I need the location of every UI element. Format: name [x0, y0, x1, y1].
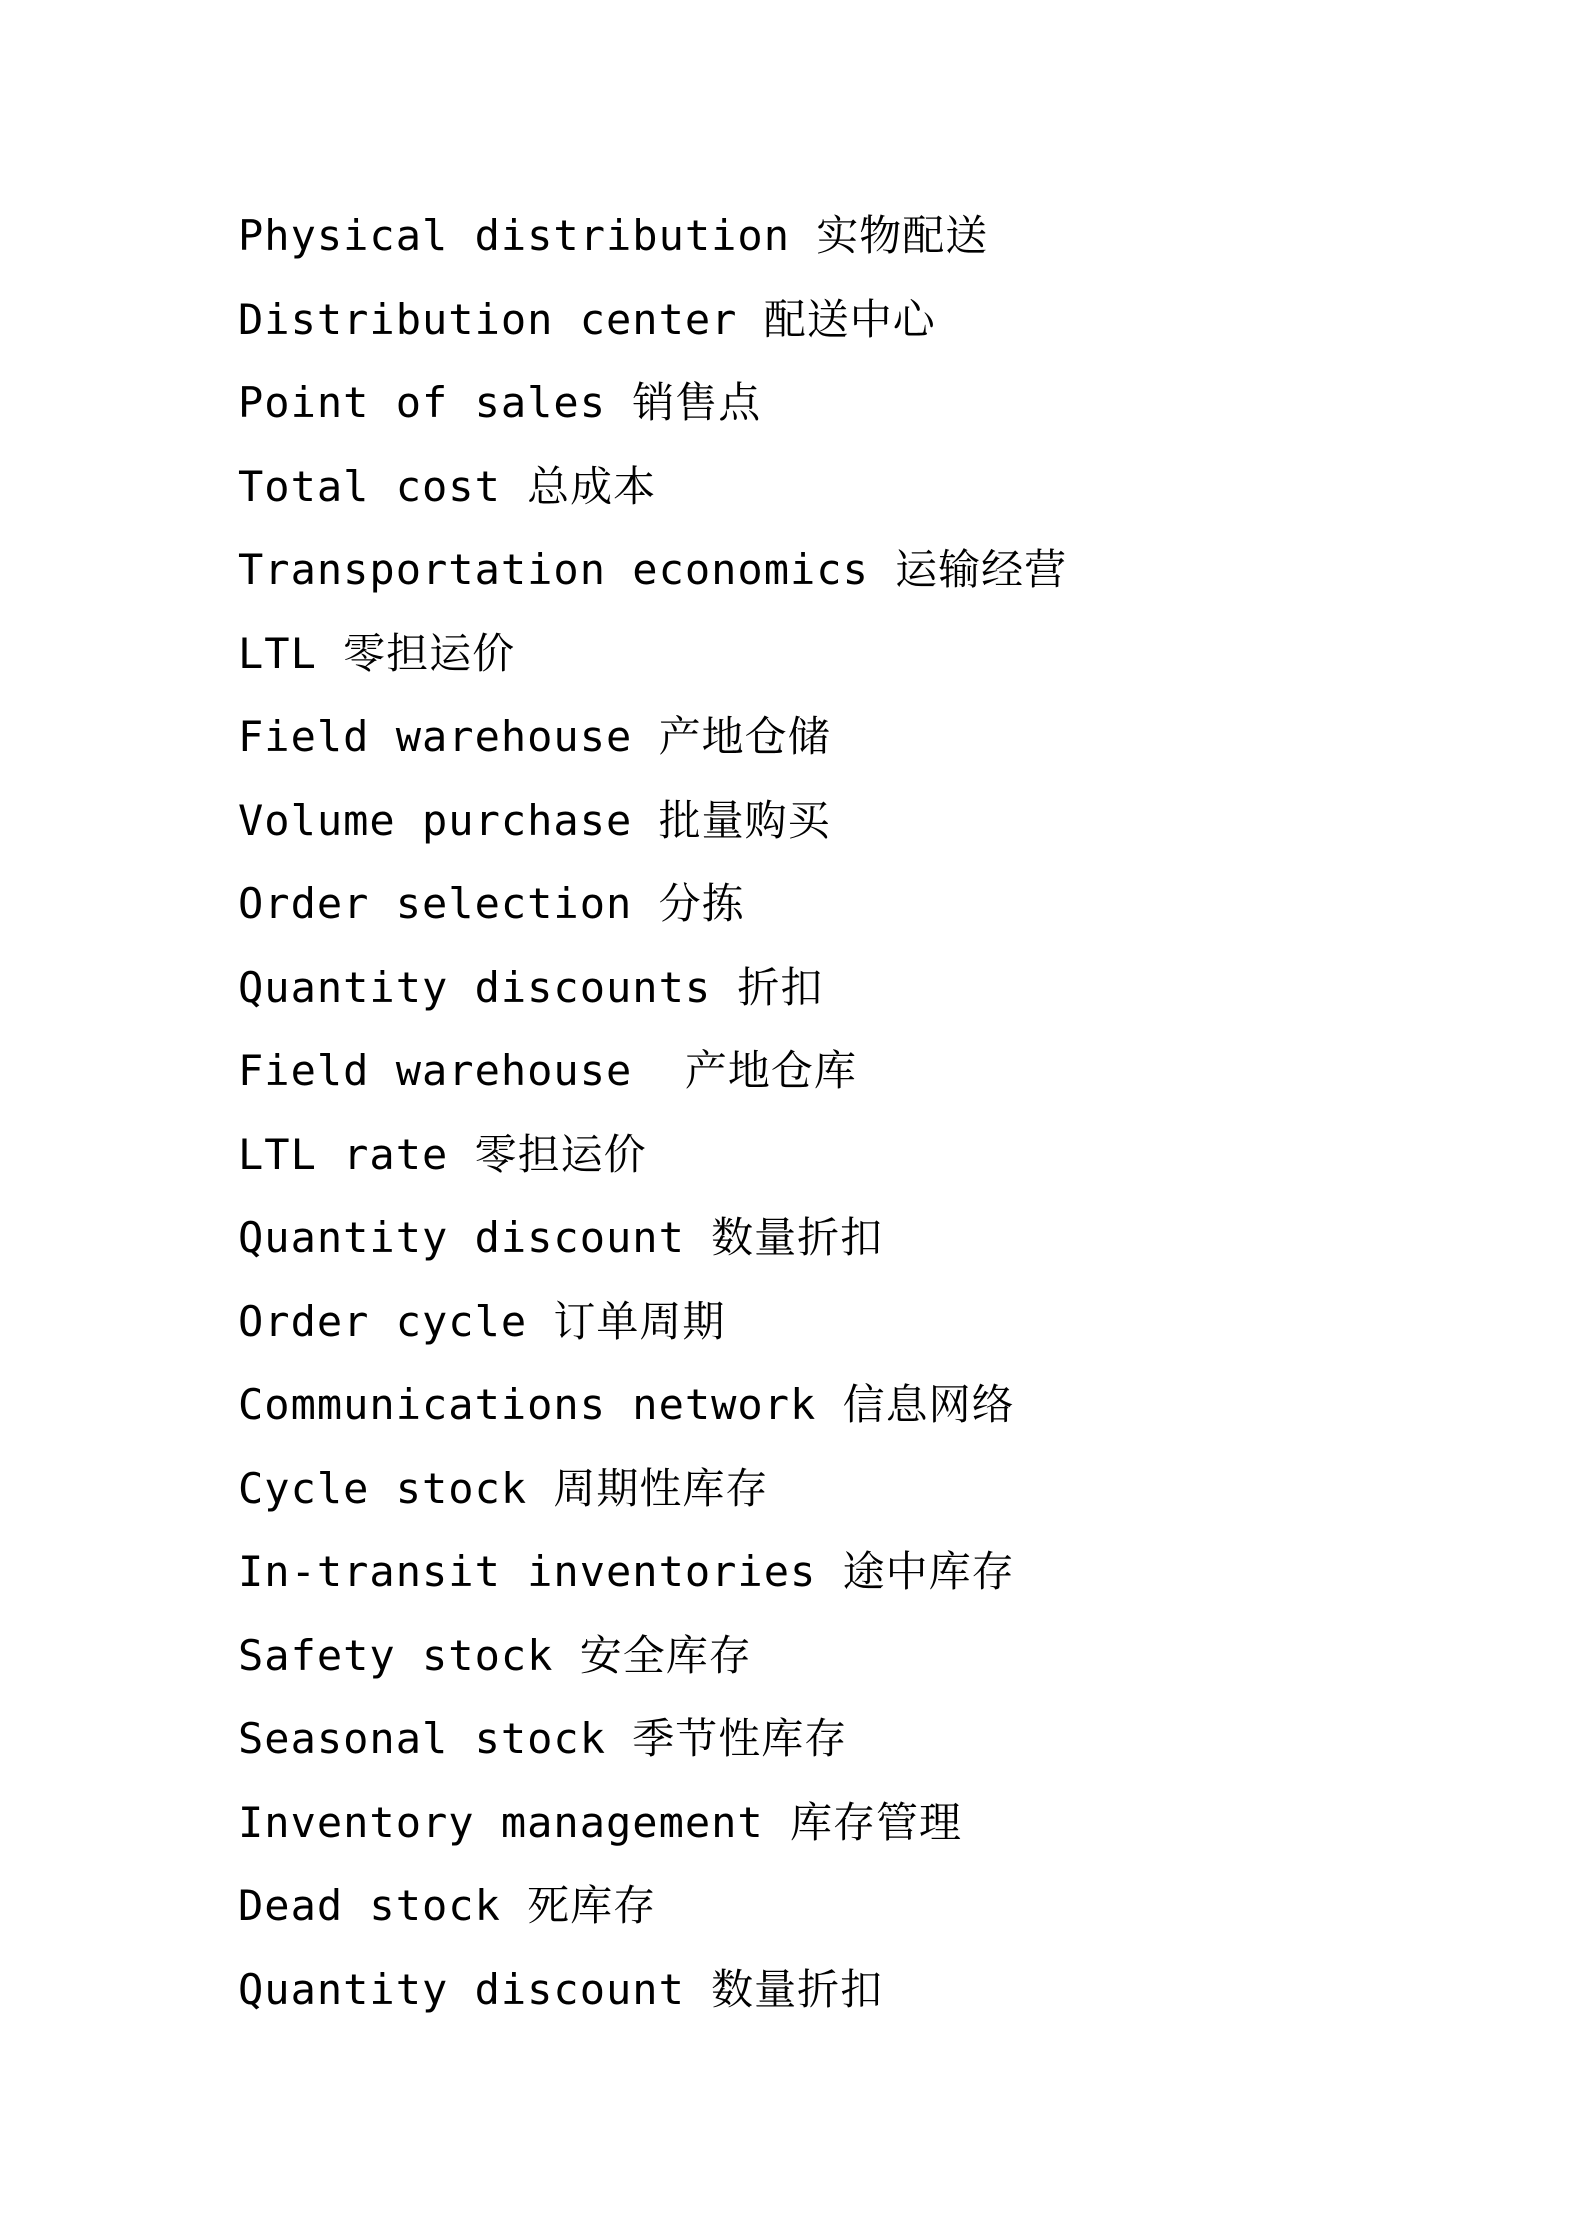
glossary-entry: Point of sales 销售点: [238, 378, 762, 427]
glossary-entry: Quantity discount 数量折扣: [238, 1964, 884, 2014]
glossary-entry: Volume purchase 批量购买: [238, 795, 831, 845]
glossary-entry: Field warehouse 产地仓库: [238, 1046, 857, 1095]
glossary-entry: Transportation economics 运输经营: [238, 545, 1068, 594]
glossary-entry: LTL 零担运价: [238, 628, 516, 678]
glossary-entry: Field warehouse 产地仓储: [238, 712, 831, 761]
glossary-entry: LTL rate 零担运价: [238, 1129, 647, 1179]
glossary-entry: Quantity discounts 折扣: [238, 962, 824, 1012]
glossary-entry: Total cost 总成本: [238, 461, 657, 511]
glossary-entry: Safety stock 安全库存: [238, 1630, 752, 1680]
glossary-entry: Cycle stock 周期性库存: [238, 1463, 769, 1513]
glossary-entry: Dead stock 死库存: [238, 1881, 657, 1930]
glossary-entry: Quantity discount 数量折扣: [238, 1213, 884, 1262]
glossary-entry: Distribution center 配送中心: [238, 294, 936, 344]
glossary-entry: Order selection 分拣: [238, 879, 745, 928]
glossary-entry: Seasonal stock 季节性库存: [238, 1714, 848, 1763]
glossary-entry: Physical distribution 实物配送: [238, 211, 989, 260]
glossary-entry: In-transit inventories 途中库存: [238, 1547, 1015, 1596]
glossary-list: [238, 201, 1067, 2038]
glossary-entry: Inventory management 库存管理: [238, 1797, 963, 1847]
glossary-entry: Order cycle 订单周期: [238, 1296, 726, 1346]
glossary-entry: Communications network 信息网络: [238, 1380, 1015, 1429]
